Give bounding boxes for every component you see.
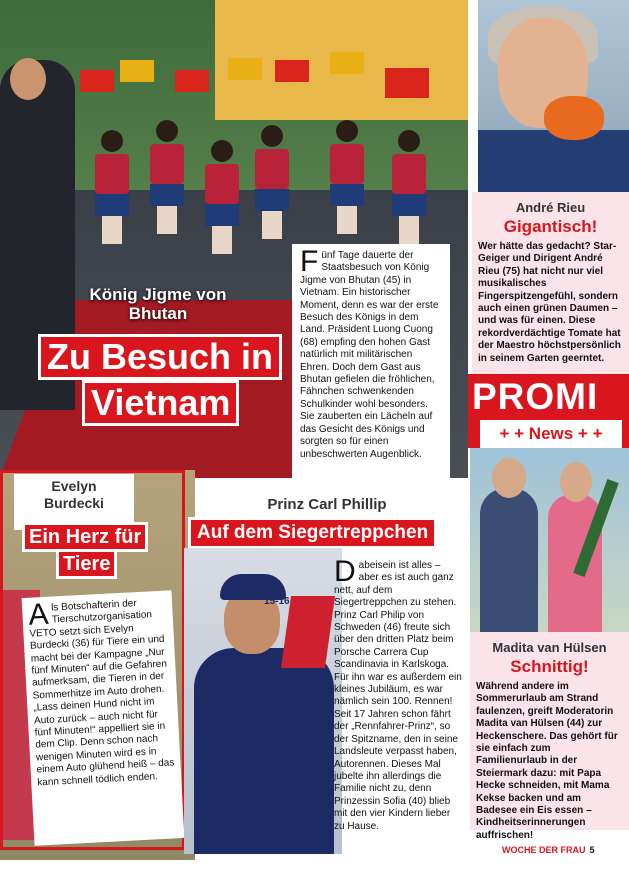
vietnam-headline-line1: Zu Besuch in <box>38 334 282 380</box>
vietnam-flag <box>80 70 114 92</box>
evelyn-headline-line1: Ein Herz für <box>22 522 148 552</box>
school-child <box>330 120 364 234</box>
page-footer <box>502 845 595 855</box>
carl-body: abeisein ist alles – aber es ist auch ganz nett, auf dem Siegertreppchen zu stehen. Prinz Carl Philip von Schweden (46) freute sich über den dritten Platz beim Porsche Carrera Cup Scandinavia in Karlskoga. Für ihn war es außerdem ein kleines Jubiläum, es war nämlich sein 100. Rennen! Seit 17 Jahren schon fährt der „Rennfahrer-Prinz“, so der Spitzname, den in seine Landsleute verpasst haben, Autorennen. Dieses Mal jubelte ihn allerdings die Familie nicht zu, denn Prinzessin Sofia (40) blieb mit den vier Kindern lieber zu Hause. <box>334 560 462 832</box>
school-child <box>392 130 426 244</box>
magazine-name: WOCHE DER FRAU <box>502 845 586 855</box>
father-figure <box>480 488 538 632</box>
vietnam-flag <box>385 68 429 98</box>
vietnam-flag <box>175 70 209 92</box>
evelyn-headline-line2: Tiere <box>56 549 117 579</box>
evelyn-dropcap: A <box>27 597 50 632</box>
evelyn-last-name: Burdecki <box>44 495 104 511</box>
trophy-banner-text: 15-16 <box>264 596 290 607</box>
tomato <box>544 96 604 140</box>
carl-name: Prinz Carl Phillip <box>267 496 387 513</box>
racing-suit <box>194 648 334 854</box>
rieu-shirt <box>478 130 629 192</box>
rieu-name: André Rieu <box>515 200 586 215</box>
school-child <box>95 130 129 244</box>
bhutan-flag <box>228 58 262 80</box>
evelyn-body: ls Botschafterin der Tierschutzorganisation VETO setzt sich Evelyn Burdecki (36) für Tiere ein und macht bei der Kampagne „Nur fünf Minuten“ auf die Gefahren aufmerksam, die Tieren in der Sommerhitze im Auto drohen. „Lass deinen Hund nicht im Auto zurück – auch nicht für fünf Minuten!“ appelliert sie in dem Clip. Denn schon nach wenigen Minuten wird es in einem Auto glühend heiß – das kann schnell tödlich enden. <box>29 598 175 789</box>
bhutan-flag <box>330 52 364 74</box>
bhutan-flag <box>120 60 154 82</box>
rieu-title: Gigantisch! <box>503 217 598 236</box>
vietnam-dropcap: F <box>300 245 319 278</box>
madita-body: Während andere im Sommerurlaub am Strand faulenzen, greift Moderatorin Madita van Hülsen (44) zur Heckenschere. Das gehört für sie einfach zum Familienurlaub in der Steiermark dazu: mit Papa Hecke schneiden, mit Mama Kekse backen und am Badesee ein Eis essen – Kindheitserinnerungen auffrischen! <box>476 681 618 841</box>
madita-panel <box>470 632 629 841</box>
madita-face <box>560 462 592 502</box>
father-face <box>492 458 526 498</box>
carl-headline: Auf dem Siegertreppchen <box>188 517 437 549</box>
rieu-photo <box>478 0 629 192</box>
evelyn-first-name: Evelyn <box>51 478 97 494</box>
school-child <box>205 140 239 254</box>
evelyn-article-text <box>22 590 185 846</box>
vietnam-headline-line2: Vietnam <box>82 380 239 426</box>
vietnam-body: ünf Tage dauerte der Staatsbesuch von König Jigme von Bhutan (45) in Vietnam. Ein historischer Moment, denn es war der erste Besuch des Königs in dem Land. Präsident Luong Cuong (68) empfing den hohen Gast natürlich mit militärischen Ehren. Doch dem Gast aus Bhutan gefielen die fröhlichen, Fähnchen schwenkenden Schulkinder wohl besonders. Sie zauberten ein Lächeln auf das Gesicht des Königs und sorgten so für einen unbeschwerten Augenblick. <box>300 250 439 460</box>
page-number: 5 <box>589 845 595 855</box>
carl-article-text <box>334 555 462 833</box>
madita-title: Schnittig! <box>510 657 589 676</box>
madita-name: Madita van Hülsen <box>492 640 607 655</box>
madita-photo <box>470 448 629 632</box>
vietnam-kicker: König Jigme von Bhutan <box>89 285 227 323</box>
vietnam-flag <box>275 60 309 82</box>
carl-photo <box>184 548 342 854</box>
news-label: + + News + + <box>478 418 624 450</box>
carl-dropcap: D <box>334 555 356 588</box>
rieu-panel <box>472 192 629 375</box>
vietnam-article-text <box>292 244 450 478</box>
promi-word: PROMI <box>472 376 599 417</box>
school-child <box>150 120 184 234</box>
school-child <box>255 125 289 239</box>
rieu-body: Wer hätte das gedacht? Star-Geiger und Dirigent André Rieu (75) hat nicht nur viel musikalisches Fingerspitzengefühl, sondern auch einen grünen Daumen – und was für einen. Diese rekordverdächtige Tomate hat der Maestro höchstpersönlich in seinem Garten geerntet. <box>478 241 621 364</box>
